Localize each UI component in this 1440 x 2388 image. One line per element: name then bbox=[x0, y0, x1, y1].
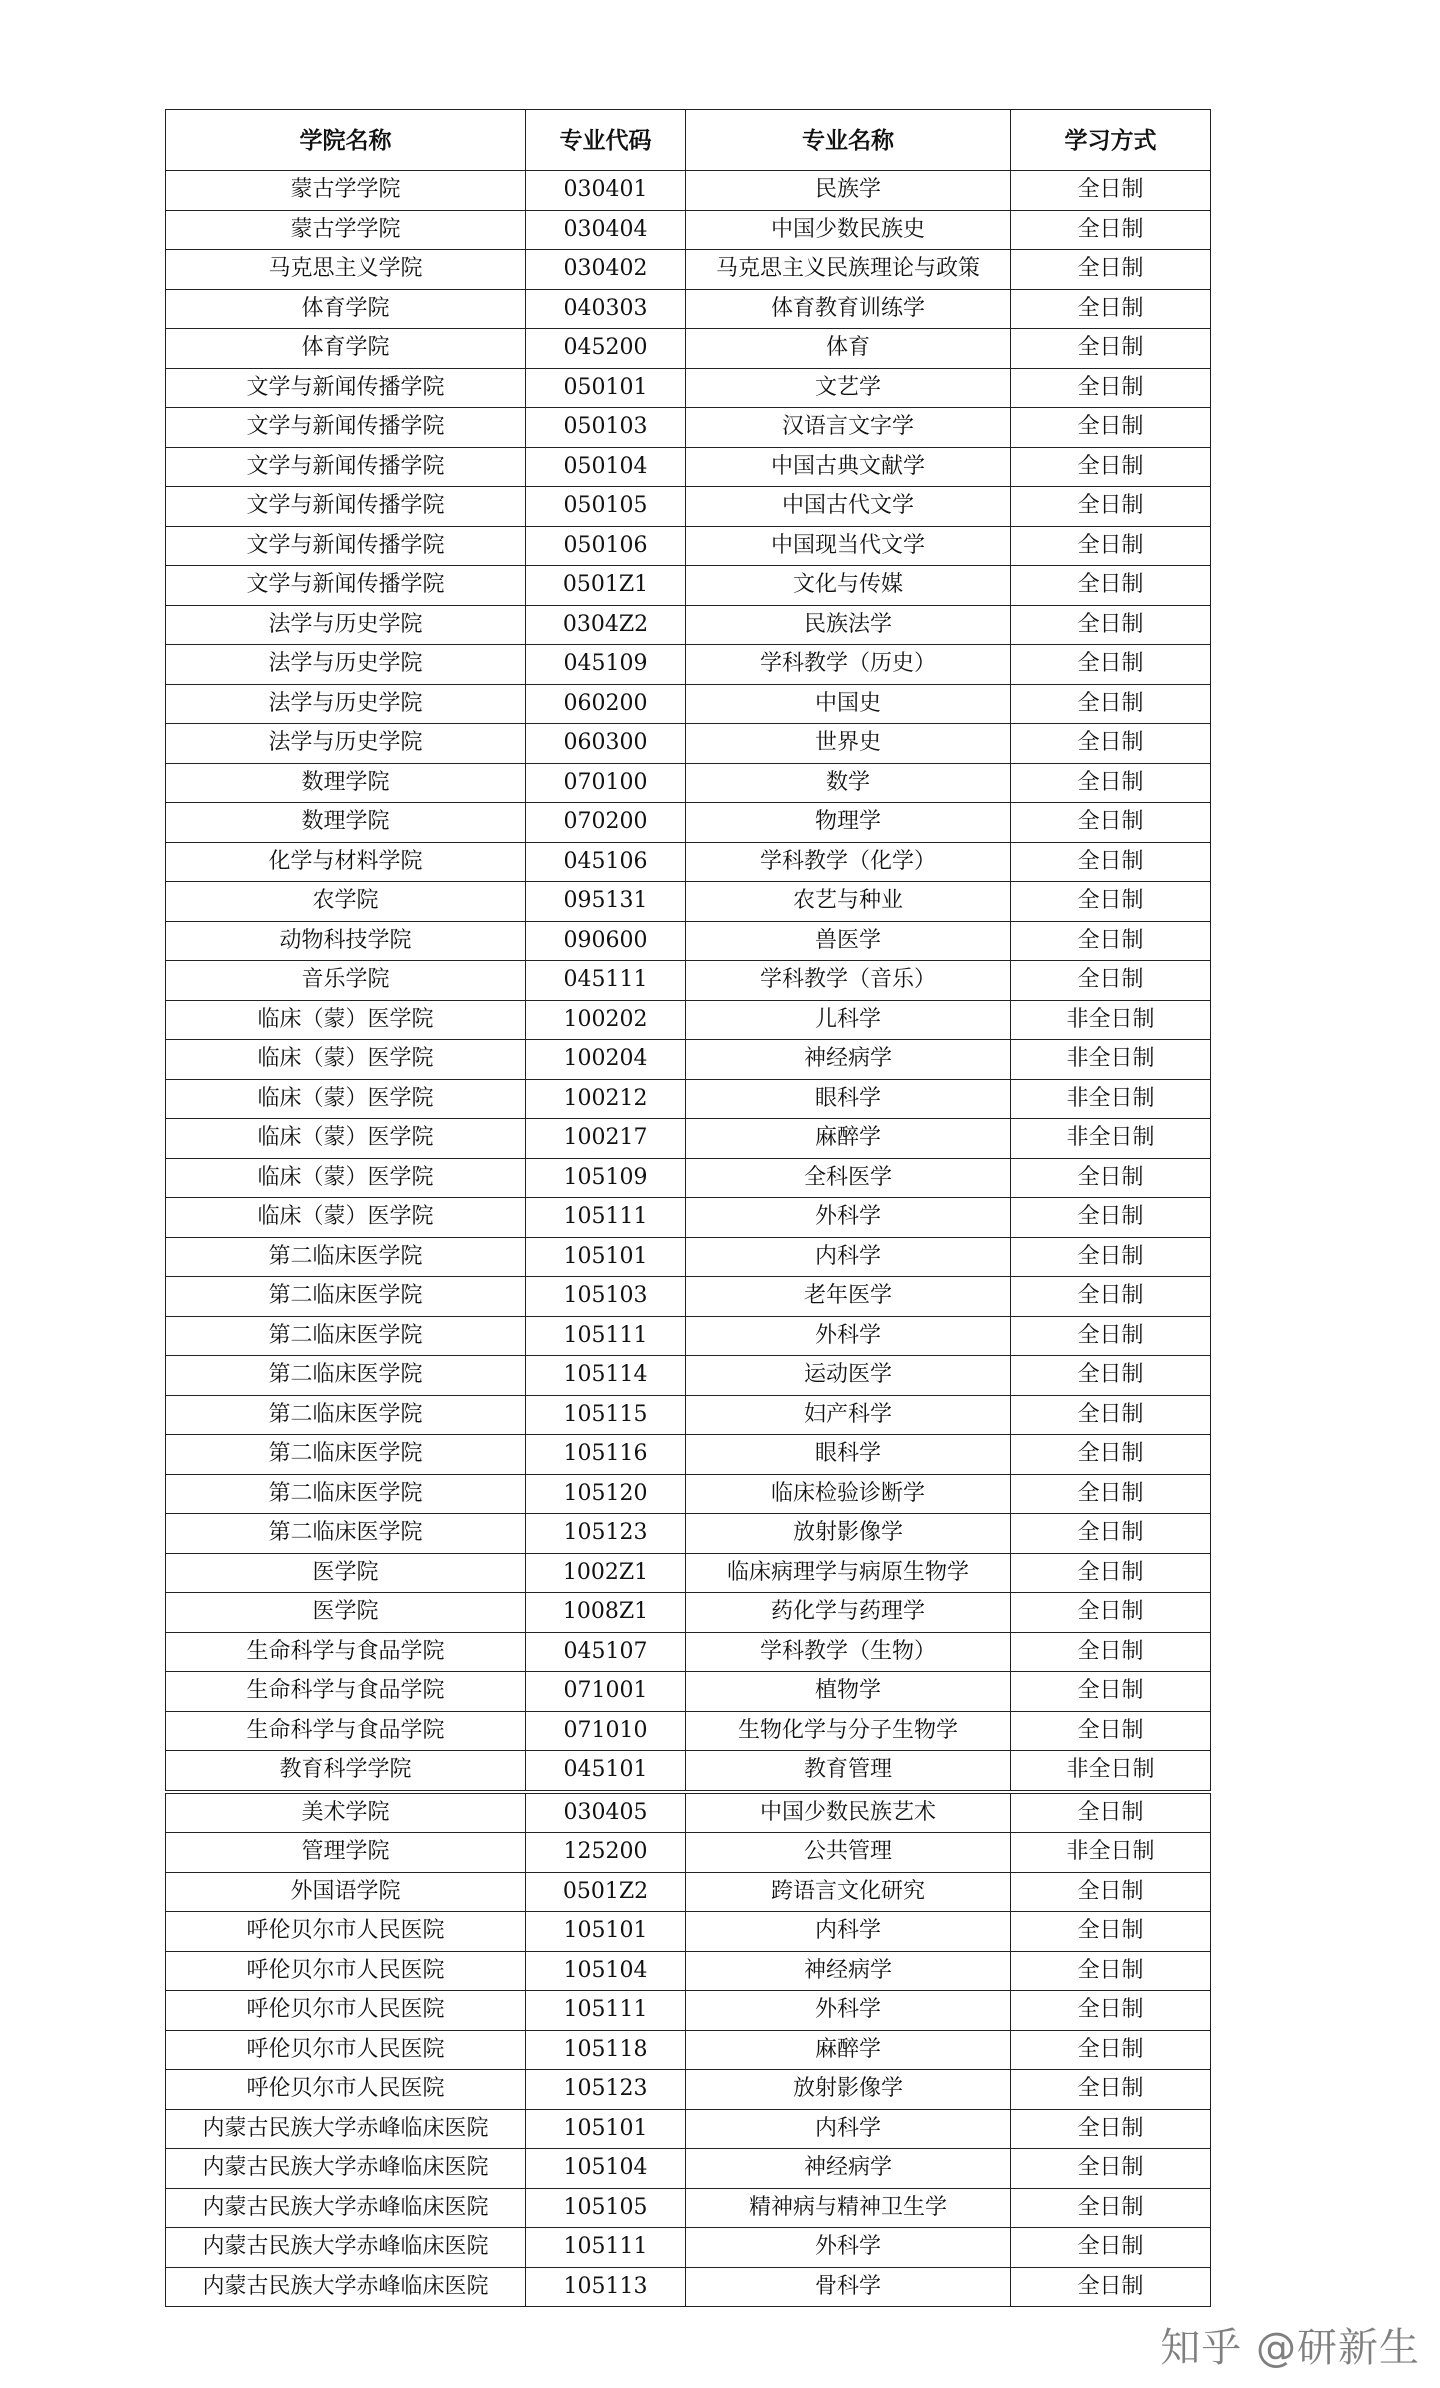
cell-code: 105104 bbox=[526, 1951, 686, 1991]
cell-college: 管理学院 bbox=[166, 1833, 526, 1873]
table-row bbox=[166, 2109, 1211, 2149]
cell-college: 蒙古学学院 bbox=[166, 210, 526, 250]
table-row bbox=[166, 1751, 1211, 1792]
cell-mode: 全日制 bbox=[1011, 803, 1211, 843]
cell-college: 动物科技学院 bbox=[166, 921, 526, 961]
cell-major: 精神病与精神卫生学 bbox=[686, 2188, 1011, 2228]
cell-major: 学科教学（历史） bbox=[686, 645, 1011, 685]
cell-major: 临床病理学与病原生物学 bbox=[686, 1553, 1011, 1593]
cell-code: 030404 bbox=[526, 210, 686, 250]
cell-mode: 全日制 bbox=[1011, 329, 1211, 369]
cell-mode: 全日制 bbox=[1011, 566, 1211, 606]
cell-mode: 全日制 bbox=[1011, 2149, 1211, 2189]
table-row bbox=[166, 1474, 1211, 1514]
cell-code: 105103 bbox=[526, 1277, 686, 1317]
cell-college: 临床（蒙）医学院 bbox=[166, 1000, 526, 1040]
cell-code: 045101 bbox=[526, 1751, 686, 1792]
cell-major: 文化与传媒 bbox=[686, 566, 1011, 606]
cell-code: 045111 bbox=[526, 961, 686, 1001]
cell-mode: 全日制 bbox=[1011, 2267, 1211, 2307]
cell-major: 民族学 bbox=[686, 171, 1011, 211]
cell-mode: 全日制 bbox=[1011, 1912, 1211, 1952]
table-row bbox=[166, 2070, 1211, 2110]
cell-college: 呼伦贝尔市人民医院 bbox=[166, 1951, 526, 1991]
cell-college: 文学与新闻传播学院 bbox=[166, 566, 526, 606]
cell-major: 文艺学 bbox=[686, 368, 1011, 408]
cell-major: 学科教学（音乐） bbox=[686, 961, 1011, 1001]
cell-code: 105113 bbox=[526, 2267, 686, 2307]
cell-code: 100217 bbox=[526, 1119, 686, 1159]
cell-mode: 全日制 bbox=[1011, 2030, 1211, 2070]
cell-college: 呼伦贝尔市人民医院 bbox=[166, 1991, 526, 2031]
cell-major: 公共管理 bbox=[686, 1833, 1011, 1873]
cell-major: 数学 bbox=[686, 763, 1011, 803]
cell-mode: 全日制 bbox=[1011, 2070, 1211, 2110]
table-row bbox=[166, 1672, 1211, 1712]
cell-code: 105115 bbox=[526, 1395, 686, 1435]
cell-mode: 全日制 bbox=[1011, 210, 1211, 250]
cell-mode: 全日制 bbox=[1011, 2188, 1211, 2228]
table-header-row bbox=[166, 110, 1211, 171]
cell-college: 呼伦贝尔市人民医院 bbox=[166, 1912, 526, 1952]
table-row bbox=[166, 684, 1211, 724]
cell-college: 呼伦贝尔市人民医院 bbox=[166, 2070, 526, 2110]
cell-major: 放射影像学 bbox=[686, 1514, 1011, 1554]
table-row bbox=[166, 2149, 1211, 2189]
table-row bbox=[166, 1632, 1211, 1672]
table-row bbox=[166, 1040, 1211, 1080]
cell-mode: 全日制 bbox=[1011, 487, 1211, 527]
cell-mode: 全日制 bbox=[1011, 1553, 1211, 1593]
cell-code: 105120 bbox=[526, 1474, 686, 1514]
cell-college: 化学与材料学院 bbox=[166, 842, 526, 882]
cell-mode: 全日制 bbox=[1011, 1872, 1211, 1912]
cell-code: 105109 bbox=[526, 1158, 686, 1198]
cell-college: 内蒙古民族大学赤峰临床医院 bbox=[166, 2149, 526, 2189]
header-mode: 学习方式 bbox=[1011, 110, 1211, 171]
cell-college: 第二临床医学院 bbox=[166, 1356, 526, 1396]
cell-code: 105123 bbox=[526, 1514, 686, 1554]
cell-mode: 全日制 bbox=[1011, 605, 1211, 645]
cell-major: 中国少数民族艺术 bbox=[686, 1792, 1011, 1833]
cell-major: 麻醉学 bbox=[686, 2030, 1011, 2070]
cell-college: 临床（蒙）医学院 bbox=[166, 1119, 526, 1159]
cell-code: 040303 bbox=[526, 289, 686, 329]
table-row bbox=[166, 1237, 1211, 1277]
cell-college: 呼伦贝尔市人民医院 bbox=[166, 2030, 526, 2070]
cell-college: 文学与新闻传播学院 bbox=[166, 487, 526, 527]
cell-major: 马克思主义民族理论与政策 bbox=[686, 250, 1011, 290]
cell-college: 数理学院 bbox=[166, 803, 526, 843]
cell-code: 100212 bbox=[526, 1079, 686, 1119]
cell-mode: 全日制 bbox=[1011, 882, 1211, 922]
cell-mode: 全日制 bbox=[1011, 447, 1211, 487]
cell-major: 跨语言文化研究 bbox=[686, 1872, 1011, 1912]
cell-mode: 全日制 bbox=[1011, 1395, 1211, 1435]
table-row bbox=[166, 763, 1211, 803]
table-row bbox=[166, 408, 1211, 448]
cell-code: 100204 bbox=[526, 1040, 686, 1080]
table-row bbox=[166, 1158, 1211, 1198]
cell-major: 生物化学与分子生物学 bbox=[686, 1711, 1011, 1751]
cell-college: 教育科学学院 bbox=[166, 1751, 526, 1792]
cell-code: 045107 bbox=[526, 1632, 686, 1672]
cell-mode: 全日制 bbox=[1011, 1593, 1211, 1633]
cell-mode: 全日制 bbox=[1011, 1158, 1211, 1198]
cell-college: 生命科学与食品学院 bbox=[166, 1711, 526, 1751]
cell-major: 中国古代文学 bbox=[686, 487, 1011, 527]
cell-major: 妇产科学 bbox=[686, 1395, 1011, 1435]
table-row bbox=[166, 1356, 1211, 1396]
table-row bbox=[166, 1395, 1211, 1435]
cell-major: 外科学 bbox=[686, 1316, 1011, 1356]
cell-college: 内蒙古民族大学赤峰临床医院 bbox=[166, 2228, 526, 2268]
cell-code: 0501Z2 bbox=[526, 1872, 686, 1912]
cell-code: 105104 bbox=[526, 2149, 686, 2189]
cell-code: 105111 bbox=[526, 1991, 686, 2031]
cell-major: 内科学 bbox=[686, 2109, 1011, 2149]
cell-mode: 全日制 bbox=[1011, 645, 1211, 685]
cell-college: 音乐学院 bbox=[166, 961, 526, 1001]
table-row bbox=[166, 1277, 1211, 1317]
cell-code: 105111 bbox=[526, 1316, 686, 1356]
table-row bbox=[166, 2267, 1211, 2307]
cell-college: 第二临床医学院 bbox=[166, 1435, 526, 1475]
cell-major: 世界史 bbox=[686, 724, 1011, 764]
table-row bbox=[166, 803, 1211, 843]
cell-college: 体育学院 bbox=[166, 329, 526, 369]
cell-major: 内科学 bbox=[686, 1237, 1011, 1277]
table-row bbox=[166, 171, 1211, 211]
cell-college: 法学与历史学院 bbox=[166, 645, 526, 685]
cell-college: 第二临床医学院 bbox=[166, 1237, 526, 1277]
table-row bbox=[166, 2030, 1211, 2070]
cell-mode: 全日制 bbox=[1011, 1198, 1211, 1238]
cell-major: 中国史 bbox=[686, 684, 1011, 724]
cell-college: 医学院 bbox=[166, 1593, 526, 1633]
cell-code: 105118 bbox=[526, 2030, 686, 2070]
cell-college: 第二临床医学院 bbox=[166, 1395, 526, 1435]
cell-college: 临床（蒙）医学院 bbox=[166, 1198, 526, 1238]
cell-college: 生命科学与食品学院 bbox=[166, 1632, 526, 1672]
cell-mode: 非全日制 bbox=[1011, 1751, 1211, 1792]
cell-code: 070100 bbox=[526, 763, 686, 803]
cell-code: 060200 bbox=[526, 684, 686, 724]
cell-mode: 全日制 bbox=[1011, 842, 1211, 882]
cell-college: 体育学院 bbox=[166, 289, 526, 329]
cell-college: 临床（蒙）医学院 bbox=[166, 1079, 526, 1119]
table-row bbox=[166, 1593, 1211, 1633]
cell-code: 105111 bbox=[526, 1198, 686, 1238]
cell-mode: 非全日制 bbox=[1011, 1040, 1211, 1080]
cell-code: 0304Z2 bbox=[526, 605, 686, 645]
cell-major: 农艺与种业 bbox=[686, 882, 1011, 922]
cell-mode: 全日制 bbox=[1011, 2228, 1211, 2268]
cell-code: 050105 bbox=[526, 487, 686, 527]
table-row bbox=[166, 1951, 1211, 1991]
cell-mode: 非全日制 bbox=[1011, 1833, 1211, 1873]
cell-code: 045200 bbox=[526, 329, 686, 369]
cell-mode: 全日制 bbox=[1011, 368, 1211, 408]
header-code: 专业代码 bbox=[526, 110, 686, 171]
cell-mode: 全日制 bbox=[1011, 724, 1211, 764]
cell-mode: 全日制 bbox=[1011, 1632, 1211, 1672]
table-row bbox=[166, 329, 1211, 369]
table-row bbox=[166, 1079, 1211, 1119]
cell-major: 放射影像学 bbox=[686, 2070, 1011, 2110]
cell-major: 外科学 bbox=[686, 2228, 1011, 2268]
cell-mode: 全日制 bbox=[1011, 1792, 1211, 1833]
cell-major: 兽医学 bbox=[686, 921, 1011, 961]
cell-code: 105116 bbox=[526, 1435, 686, 1475]
table-row bbox=[166, 1792, 1211, 1833]
table-row bbox=[166, 526, 1211, 566]
table-row bbox=[166, 210, 1211, 250]
cell-code: 070200 bbox=[526, 803, 686, 843]
cell-college: 美术学院 bbox=[166, 1792, 526, 1833]
cell-major: 眼科学 bbox=[686, 1435, 1011, 1475]
cell-college: 法学与历史学院 bbox=[166, 724, 526, 764]
table-row bbox=[166, 1833, 1211, 1873]
cell-mode: 全日制 bbox=[1011, 408, 1211, 448]
table-row bbox=[166, 842, 1211, 882]
table-row bbox=[166, 1991, 1211, 2031]
cell-major: 学科教学（生物） bbox=[686, 1632, 1011, 1672]
table-row bbox=[166, 1514, 1211, 1554]
cell-mode: 非全日制 bbox=[1011, 1000, 1211, 1040]
cell-code: 100202 bbox=[526, 1000, 686, 1040]
cell-major: 学科教学（化学） bbox=[686, 842, 1011, 882]
table-row bbox=[166, 250, 1211, 290]
cell-code: 045106 bbox=[526, 842, 686, 882]
cell-mode: 全日制 bbox=[1011, 763, 1211, 803]
cell-mode: 全日制 bbox=[1011, 1711, 1211, 1751]
cell-mode: 全日制 bbox=[1011, 1237, 1211, 1277]
cell-major: 全科医学 bbox=[686, 1158, 1011, 1198]
cell-major: 眼科学 bbox=[686, 1079, 1011, 1119]
table-row bbox=[166, 1316, 1211, 1356]
cell-college: 内蒙古民族大学赤峰临床医院 bbox=[166, 2109, 526, 2149]
cell-mode: 全日制 bbox=[1011, 526, 1211, 566]
cell-mode: 全日制 bbox=[1011, 1277, 1211, 1317]
cell-mode: 全日制 bbox=[1011, 1356, 1211, 1396]
cell-major: 内科学 bbox=[686, 1912, 1011, 1952]
table-row bbox=[166, 921, 1211, 961]
cell-college: 法学与历史学院 bbox=[166, 605, 526, 645]
cell-college: 生命科学与食品学院 bbox=[166, 1672, 526, 1712]
cell-college: 数理学院 bbox=[166, 763, 526, 803]
cell-major: 药化学与药理学 bbox=[686, 1593, 1011, 1633]
cell-major: 汉语言文字学 bbox=[686, 408, 1011, 448]
cell-college: 第二临床医学院 bbox=[166, 1316, 526, 1356]
cell-college: 临床（蒙）医学院 bbox=[166, 1158, 526, 1198]
table-row bbox=[166, 605, 1211, 645]
cell-mode: 非全日制 bbox=[1011, 1079, 1211, 1119]
table-row bbox=[166, 1553, 1211, 1593]
cell-mode: 全日制 bbox=[1011, 289, 1211, 329]
cell-college: 第二临床医学院 bbox=[166, 1514, 526, 1554]
table-row bbox=[166, 2188, 1211, 2228]
cell-mode: 全日制 bbox=[1011, 1474, 1211, 1514]
cell-code: 030402 bbox=[526, 250, 686, 290]
cell-code: 071001 bbox=[526, 1672, 686, 1712]
cell-major: 神经病学 bbox=[686, 1040, 1011, 1080]
cell-major: 植物学 bbox=[686, 1672, 1011, 1712]
watermark: 知乎 @研新生 bbox=[1160, 2325, 1420, 2371]
cell-college: 内蒙古民族大学赤峰临床医院 bbox=[166, 2188, 526, 2228]
cell-mode: 全日制 bbox=[1011, 921, 1211, 961]
cell-code: 1002Z1 bbox=[526, 1553, 686, 1593]
table-row bbox=[166, 368, 1211, 408]
cell-code: 105111 bbox=[526, 2228, 686, 2268]
cell-major: 教育管理 bbox=[686, 1751, 1011, 1792]
cell-college: 文学与新闻传播学院 bbox=[166, 368, 526, 408]
cell-mode: 非全日制 bbox=[1011, 1119, 1211, 1159]
header-major: 专业名称 bbox=[686, 110, 1011, 171]
cell-code: 105123 bbox=[526, 2070, 686, 2110]
table-row bbox=[166, 447, 1211, 487]
cell-major: 运动医学 bbox=[686, 1356, 1011, 1396]
cell-college: 内蒙古民族大学赤峰临床医院 bbox=[166, 2267, 526, 2307]
table-row bbox=[166, 566, 1211, 606]
table-body bbox=[166, 171, 1211, 2307]
cell-code: 105101 bbox=[526, 2109, 686, 2149]
table-row bbox=[166, 645, 1211, 685]
cell-code: 050101 bbox=[526, 368, 686, 408]
cell-college: 法学与历史学院 bbox=[166, 684, 526, 724]
cell-major: 外科学 bbox=[686, 1991, 1011, 2031]
cell-code: 071010 bbox=[526, 1711, 686, 1751]
cell-code: 105101 bbox=[526, 1912, 686, 1952]
table-row bbox=[166, 724, 1211, 764]
cell-code: 0501Z1 bbox=[526, 566, 686, 606]
cell-major: 中国少数民族史 bbox=[686, 210, 1011, 250]
cell-mode: 全日制 bbox=[1011, 684, 1211, 724]
table-row bbox=[166, 1912, 1211, 1952]
cell-code: 050106 bbox=[526, 526, 686, 566]
cell-college: 蒙古学学院 bbox=[166, 171, 526, 211]
cell-mode: 全日制 bbox=[1011, 2109, 1211, 2149]
cell-college: 文学与新闻传播学院 bbox=[166, 408, 526, 448]
cell-college: 马克思主义学院 bbox=[166, 250, 526, 290]
cell-major: 中国现当代文学 bbox=[686, 526, 1011, 566]
cell-mode: 全日制 bbox=[1011, 1514, 1211, 1554]
cell-major: 神经病学 bbox=[686, 1951, 1011, 1991]
table-row bbox=[166, 1198, 1211, 1238]
cell-code: 1008Z1 bbox=[526, 1593, 686, 1633]
cell-college: 第二临床医学院 bbox=[166, 1277, 526, 1317]
cell-code: 050104 bbox=[526, 447, 686, 487]
cell-code: 045109 bbox=[526, 645, 686, 685]
cell-major: 民族法学 bbox=[686, 605, 1011, 645]
cell-college: 农学院 bbox=[166, 882, 526, 922]
cell-mode: 全日制 bbox=[1011, 250, 1211, 290]
table-row bbox=[166, 289, 1211, 329]
cell-major: 老年医学 bbox=[686, 1277, 1011, 1317]
cell-mode: 全日制 bbox=[1011, 1991, 1211, 2031]
cell-college: 第二临床医学院 bbox=[166, 1474, 526, 1514]
cell-major: 中国古典文献学 bbox=[686, 447, 1011, 487]
cell-code: 105101 bbox=[526, 1237, 686, 1277]
cell-code: 125200 bbox=[526, 1833, 686, 1873]
cell-code: 050103 bbox=[526, 408, 686, 448]
cell-code: 030405 bbox=[526, 1792, 686, 1833]
cell-college: 外国语学院 bbox=[166, 1872, 526, 1912]
cell-college: 文学与新闻传播学院 bbox=[166, 447, 526, 487]
cell-mode: 全日制 bbox=[1011, 171, 1211, 211]
cell-major: 临床检验诊断学 bbox=[686, 1474, 1011, 1514]
cell-major: 体育教育训练学 bbox=[686, 289, 1011, 329]
cell-college: 文学与新闻传播学院 bbox=[166, 526, 526, 566]
cell-major: 骨科学 bbox=[686, 2267, 1011, 2307]
table-row bbox=[166, 2228, 1211, 2268]
cell-code: 030401 bbox=[526, 171, 686, 211]
table-row bbox=[166, 882, 1211, 922]
cell-major: 麻醉学 bbox=[686, 1119, 1011, 1159]
cell-college: 临床（蒙）医学院 bbox=[166, 1040, 526, 1080]
cell-college: 医学院 bbox=[166, 1553, 526, 1593]
cell-code: 090600 bbox=[526, 921, 686, 961]
cell-mode: 全日制 bbox=[1011, 1316, 1211, 1356]
cell-major: 儿科学 bbox=[686, 1000, 1011, 1040]
cell-mode: 全日制 bbox=[1011, 1672, 1211, 1712]
table-row bbox=[166, 1000, 1211, 1040]
cell-major: 物理学 bbox=[686, 803, 1011, 843]
cell-mode: 全日制 bbox=[1011, 961, 1211, 1001]
cell-code: 060300 bbox=[526, 724, 686, 764]
table-row bbox=[166, 1711, 1211, 1751]
table-row bbox=[166, 1435, 1211, 1475]
cell-major: 神经病学 bbox=[686, 2149, 1011, 2189]
cell-major: 外科学 bbox=[686, 1198, 1011, 1238]
table-row bbox=[166, 1119, 1211, 1159]
table-row bbox=[166, 487, 1211, 527]
cell-code: 105114 bbox=[526, 1356, 686, 1396]
program-table bbox=[165, 109, 1211, 2307]
cell-mode: 全日制 bbox=[1011, 1951, 1211, 1991]
table-row bbox=[166, 961, 1211, 1001]
cell-code: 095131 bbox=[526, 882, 686, 922]
cell-mode: 全日制 bbox=[1011, 1435, 1211, 1475]
cell-major: 体育 bbox=[686, 329, 1011, 369]
table-row bbox=[166, 1872, 1211, 1912]
cell-code: 105105 bbox=[526, 2188, 686, 2228]
header-college: 学院名称 bbox=[166, 110, 526, 171]
